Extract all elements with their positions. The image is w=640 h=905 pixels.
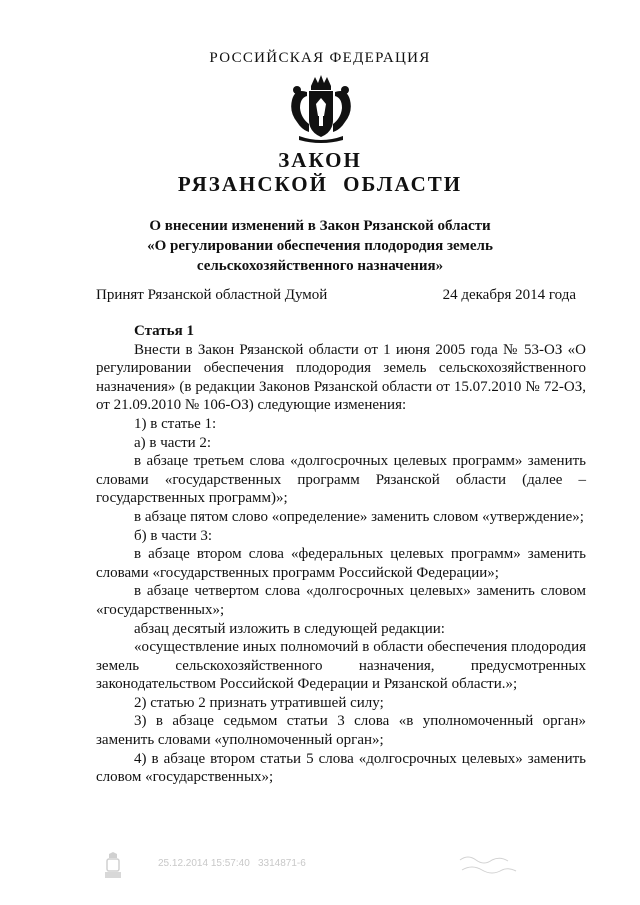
body-paragraph: в абзаце втором слова «федеральных целевых программ» заменить словами «государственных программ Российской Федерации»;	[96, 546, 586, 581]
body-paragraph: 1) в статье 1:	[134, 415, 217, 432]
body-paragraph: в абзаце четвертом слова «долгосрочных целевых» заменить словом «государственных»;	[96, 583, 586, 618]
body-paragraph: 2) статью 2 признать утратившей силу;	[134, 694, 384, 711]
footer-document-id: 3314871-6	[258, 858, 306, 869]
country-heading: РОССИЙСКАЯ ФЕДЕРАЦИЯ	[209, 50, 431, 66]
body-paragraph: 4) в абзаце втором статьи 5 слова «долгосрочных целевых» заменить словом «государственных»;	[96, 750, 586, 786]
adopted-by: Принят Рязанской областной Думой	[96, 287, 328, 303]
adoption-date: 24 декабря 2014 года	[442, 287, 576, 303]
body-paragraph: абзац десятый изложить в следующей редакции:	[134, 620, 445, 637]
law-body	[96, 322, 586, 787]
law-title: ЗАКОН	[278, 148, 362, 172]
seal-stamp-icon	[103, 852, 123, 880]
body-paragraph: б) в части 3:	[134, 527, 213, 544]
body-paragraph: «осуществление иных полномочий в области обеспечения плодородия земель сельскохозяйственного назначения, предусмотренных законодательством Российской Федерации и Рязанской области.»;	[96, 639, 586, 693]
body-paragraph: а) в части 2:	[134, 434, 212, 451]
subtitle-line: сельскохозяйственного назначения»	[196, 258, 444, 274]
adoption-line	[96, 287, 576, 304]
body-paragraph: Внести в Закон Рязанской области от 1 июня 2005 года № 53-ОЗ «О регулировании обеспечения плодородия земель сельскохозяйственного назначения» (в редакции Законов Рязанской области от 15.07.2010 № 72-ОЗ, от 21.09.2010 № 106-ОЗ) следующие изменения:	[96, 341, 586, 414]
law-subtitle	[0, 216, 640, 276]
subtitle-line: «О регулировании обеспечения плодородия земель	[147, 238, 493, 254]
law-region-title: РЯЗАНСКОЙ ОБЛАСТИ	[177, 172, 463, 196]
ryazan-coat-of-arms-icon	[285, 74, 357, 144]
faint-signature-icon	[458, 852, 518, 876]
document-footer	[0, 852, 640, 882]
footer-timestamp: 25.12.2014 15:57:40	[158, 858, 250, 869]
body-paragraph: 3) в абзаце седьмом статьи 3 слова «в уполномоченный орган» заменить словами «уполномоченный орган»;	[96, 713, 586, 749]
body-paragraph: в абзаце пятом слово «определение» заменить словом «утверждение»;	[134, 508, 584, 525]
subtitle-line: О внесении изменений в Закон Рязанской области	[149, 218, 491, 234]
article-heading: Статья 1	[134, 323, 194, 339]
body-paragraph: в абзаце третьем слова «долгосрочных целевых программ» заменить словами «государственных программ Рязанской области (далее – государственных программ)»;	[96, 453, 586, 507]
